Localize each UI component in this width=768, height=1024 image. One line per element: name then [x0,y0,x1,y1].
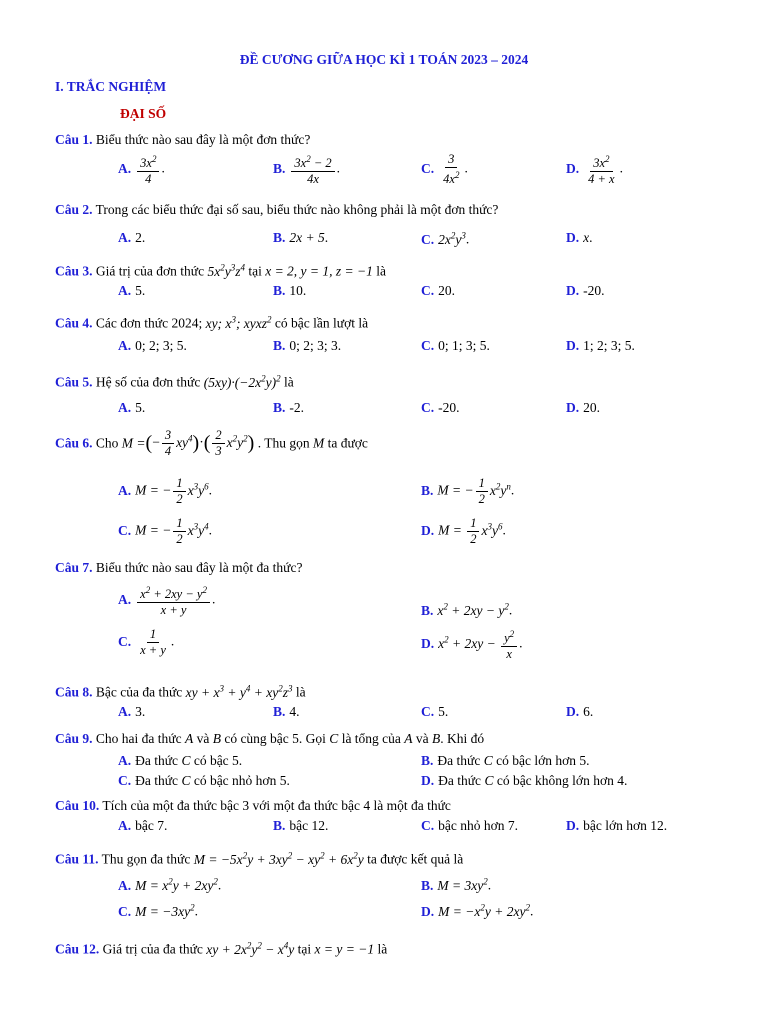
question-12: Câu 12. Giá trị của đa thức xy + $2x^2y^2 - x^4y$ tại x = y = −1 là [55,940,388,957]
q8-option-c[interactable]: C. 5. [421,704,449,719]
q9-option-c[interactable]: C. Đa thức C có bậc nhỏ hơn 5. [118,773,290,788]
q10-option-b[interactable]: B. bậc 12. [273,818,329,833]
q7-option-b[interactable]: B. $x^2 + 2xy - y^2$. [421,601,513,618]
q2-option-b[interactable]: B. 2x + 5. [273,230,329,245]
document-title: ĐỀ CƯƠNG GIỮA HỌC KÌ 1 TOÁN 2023 – 2024 [239,52,529,67]
q2-option-d[interactable]: D. x. [566,230,593,245]
q10-option-c[interactable]: C. bậc nhỏ hơn 7. [421,818,518,833]
q5-option-a[interactable]: A. 5. [118,400,146,415]
q3-option-c[interactable]: C. 20. [421,283,455,298]
q6-option-d[interactable]: D. M = $\frac{1}{2}$ $x^3y^6$. [421,516,506,546]
question-11: Câu 11. Thu gọn đa thức $M = -5x^2y + 3xy^2 - xy^2 + 6x^2y$ ta được kết quả là [55,850,464,867]
q4-option-a[interactable]: A. 0; 2; 3; 5. [118,338,187,353]
q8-option-a[interactable]: A. 3. [118,704,146,719]
q4-option-c[interactable]: C. 0; 1; 3; 5. [421,338,490,353]
q1-option-a[interactable]: A. $\frac{3x^2}{4}$ . [118,154,165,187]
q9-option-b[interactable]: B. Đa thức C có bậc lớn hơn 5. [421,753,590,768]
q2-option-a[interactable]: A. 2. [118,230,146,245]
question-4: Câu 4. Các đơn thức 2024; xy; $x^3$; xyxz$^2$ có bậc lần lượt là [55,314,369,331]
q11-option-b[interactable]: B. $M = 3xy^2$. [421,876,492,893]
q9-option-d[interactable]: D. Đa thức C có bậc không lớn hơn 4. [421,773,628,788]
q5-option-d[interactable]: D. 20. [566,400,600,415]
q11-option-a[interactable]: A. $M = x^2y + 2xy^2$. [118,876,222,893]
question-1: Câu 1. Biểu thức nào sau đây là một đơn thức? [55,132,311,147]
q10-option-d[interactable]: D. bậc lớn hơn 12. [566,818,668,833]
q1-option-c[interactable]: C. $\frac{3}{4x^2}$ . [421,152,468,187]
question-6: Câu 6. Cho M =(− $\frac{3}{4}$ $xy^4)\cdot$( $\frac{2}{3}$ $x^2y^2$) . Thu gọn M ta được [55,428,368,458]
question-10: Câu 10. Tích của một đa thức bậc 3 với một đa thức bậc 4 là một đa thức [55,798,451,813]
q7-option-a[interactable]: A. $\frac{x^2 + 2xy - y^2}{x + y}$ . [118,585,216,618]
q7-option-d[interactable]: D. $x^2 + 2xy$ − $\frac{y^2}{x}$ . [421,629,523,662]
q6-option-a[interactable]: A. M = − $\frac{1}{2}$ $x^3y^6$. [118,476,212,506]
question-5: Câu 5. Hệ số của đơn thức $(5xy)\cdot(-2x^2y)^2$ là [55,373,294,390]
q7-option-c[interactable]: C. $\frac{1}{x + y}$ . [118,627,175,657]
q6-option-b[interactable]: B. M = − $\frac{1}{2}$ $x^2y^n$. [421,476,515,506]
q8-option-b[interactable]: B. 4. [273,704,300,719]
q8-option-d[interactable]: D. 6. [566,704,594,719]
section-heading: I. TRẮC NGHIỆM [55,79,167,94]
q3-option-a[interactable]: A. 5. [118,283,146,298]
question-2: Câu 2. Trong các biểu thức đại số sau, biểu thức nào không phải là một đơn thức? [55,202,499,217]
q1-option-b[interactable]: B. $\frac{3x^2 - 2}{4x}$ . [273,154,341,187]
q9-option-a[interactable]: A. Đa thức C có bậc 5. [118,753,243,768]
q10-option-a[interactable]: A. bậc 7. [118,818,168,833]
q2-option-c[interactable]: C. $2x^2y^3$. [421,230,470,247]
q4-option-d[interactable]: D. 1; 2; 3; 5. [566,338,635,353]
q5-option-b[interactable]: B. -2. [273,400,305,415]
q3-option-d[interactable]: D. -20. [566,283,605,298]
question-9: Câu 9. Cho hai đa thức A và B có cùng bậc 5. Gọi C là tổng của A và B. Khi đó [55,731,485,746]
q11-option-c[interactable]: C. $M = -3xy^2$. [118,902,198,919]
q3-option-b[interactable]: B. 10. [273,283,307,298]
subsection-heading: ĐẠI SỐ [120,106,167,121]
q1-option-d[interactable]: D. $\frac{3x^2}{4 + x}$ . [566,154,623,187]
question-7: Câu 7. Biểu thức nào sau đây là một đa thức? [55,560,303,575]
question-3: Câu 3. Giá trị của đơn thức $5x^2y^3z^4$ tại x = 2, y = 1, z = −1 là [55,262,387,279]
q6-option-c[interactable]: C. M = − $\frac{1}{2}$ $x^3y^4$. [118,516,212,546]
q5-option-c[interactable]: C. -20. [421,400,460,415]
question-8: Câu 8. Bậc của đa thức xy + $x^3 + y^4 + xy^2z^3$ là [55,683,306,700]
q11-option-d[interactable]: D. $M = -x^2y + 2xy^2$. [421,902,534,919]
q4-option-b[interactable]: B. 0; 2; 3; 3. [273,338,342,353]
